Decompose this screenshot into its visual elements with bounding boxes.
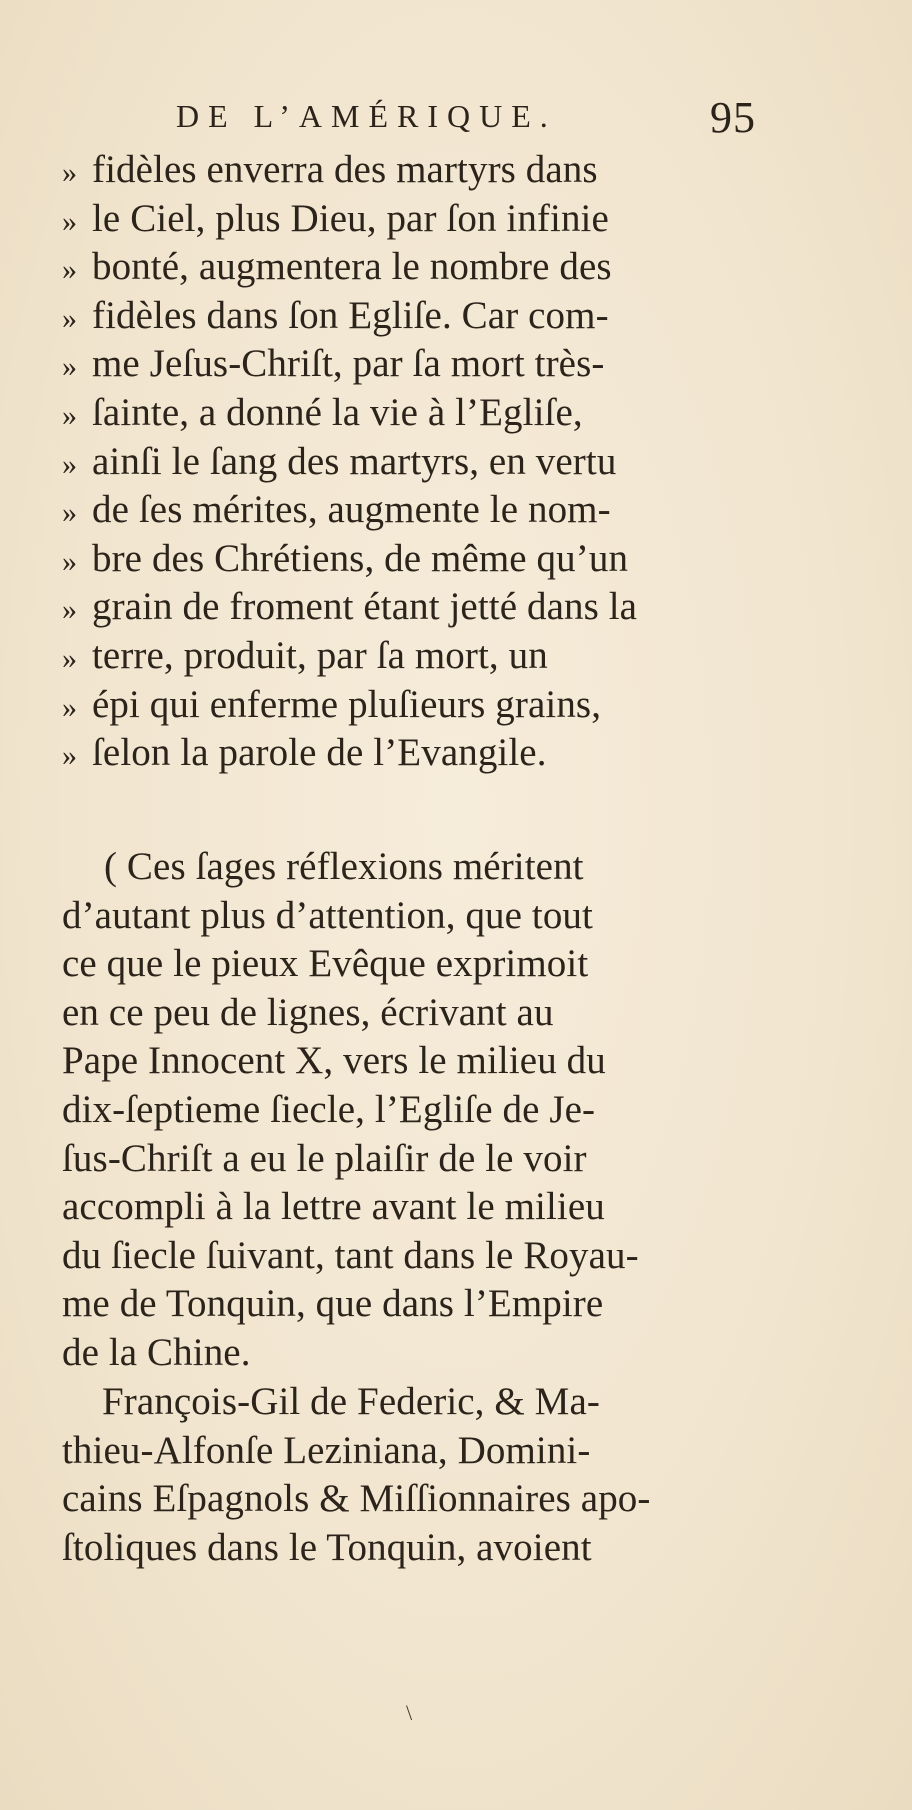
text-line: ſtoliques dans le Tonquin, avoient: [62, 1525, 592, 1569]
guillemet-mark: »: [62, 739, 78, 773]
guillemet-mark: »: [62, 253, 78, 287]
guillemet-mark: »: [62, 641, 78, 675]
text-line: de la Chine.: [62, 1330, 251, 1374]
guillemet-mark: »: [62, 593, 78, 627]
quote-line: » bonté, augmentera le nombre des: [62, 243, 762, 292]
text-line: Pape Innocent X, vers le milieu du: [62, 1039, 606, 1083]
text-line: ( Ces ſages réflexions méritent: [104, 845, 584, 888]
running-title: DE L’AMÉRIQUE.: [176, 98, 557, 134]
quote-line: » le Ciel, plus Dieu, par ſon infinie: [62, 195, 762, 244]
text-line: accompli à la lettre avant le milieu: [62, 1185, 605, 1229]
paragraph-federic: [62, 1378, 762, 1572]
text-line: en ce peu de lignes, écrivant au: [62, 990, 554, 1034]
paragraph-reflexions: [62, 843, 762, 1378]
text-line: me de Tonquin, que dans l’Empire: [62, 1282, 604, 1326]
text-line: thieu-Alfonſe Leziniana, Domini-: [62, 1428, 591, 1472]
guillemet-mark: »: [62, 350, 78, 384]
quote-line: » bre des Chrétiens, de même qu’un: [62, 535, 762, 584]
quote-line: » terre, produit, par ſa mort, un: [62, 632, 762, 681]
guillemet-mark: »: [62, 544, 78, 578]
text-line: d’autant plus d’attention, que tout: [62, 893, 593, 937]
quote-line: » me Jeſus-Chriſt, par ſa mort très-: [62, 340, 762, 389]
quote-line: » épi qui enferme pluſieurs grains,: [62, 681, 762, 730]
text-line: ſus-Chriſt a eu le plaiſir de le voir: [62, 1136, 587, 1180]
guillemet-mark: »: [62, 301, 78, 335]
guillemet-mark: »: [62, 156, 78, 189]
guillemet-mark: »: [62, 690, 78, 724]
running-head: [176, 92, 756, 152]
text-line: François-Gil de Federic, & Ma-: [102, 1380, 600, 1423]
quote-line: » de ſes mérites, augmente le nom-: [62, 486, 762, 535]
guillemet-mark: »: [62, 398, 78, 432]
page-number: 95: [710, 93, 756, 142]
quotation-block: [62, 146, 762, 778]
guillemet-mark: »: [62, 447, 78, 481]
quote-line: » ſainte, a donné la vie à l’Egliſe,: [62, 389, 762, 438]
text-line: cains Eſpagnols & Miſſionnaires apo-: [62, 1477, 651, 1521]
quote-line: » fidèles enverra des martyrs dans: [62, 146, 762, 195]
text-line: du ſiecle ſuivant, tant dans le Royau-: [62, 1233, 639, 1277]
footer-mark: \: [406, 1700, 413, 1725]
guillemet-mark: »: [62, 496, 78, 530]
quote-line: » ſelon la parole de l’Evangile.: [62, 729, 762, 778]
quote-line: » ainſi le ſang des martyrs, en vertu: [62, 438, 762, 487]
quote-line: » grain de froment étant jetté dans la: [62, 583, 762, 632]
guillemet-mark: »: [62, 204, 78, 238]
text-line: dix-ſeptieme ſiecle, l’Egliſe de Je-: [62, 1087, 596, 1131]
quote-line: » fidèles dans ſon Egliſe. Car com-: [62, 292, 762, 341]
text-line: ce que le pieux Evêque exprimoit: [62, 942, 589, 986]
